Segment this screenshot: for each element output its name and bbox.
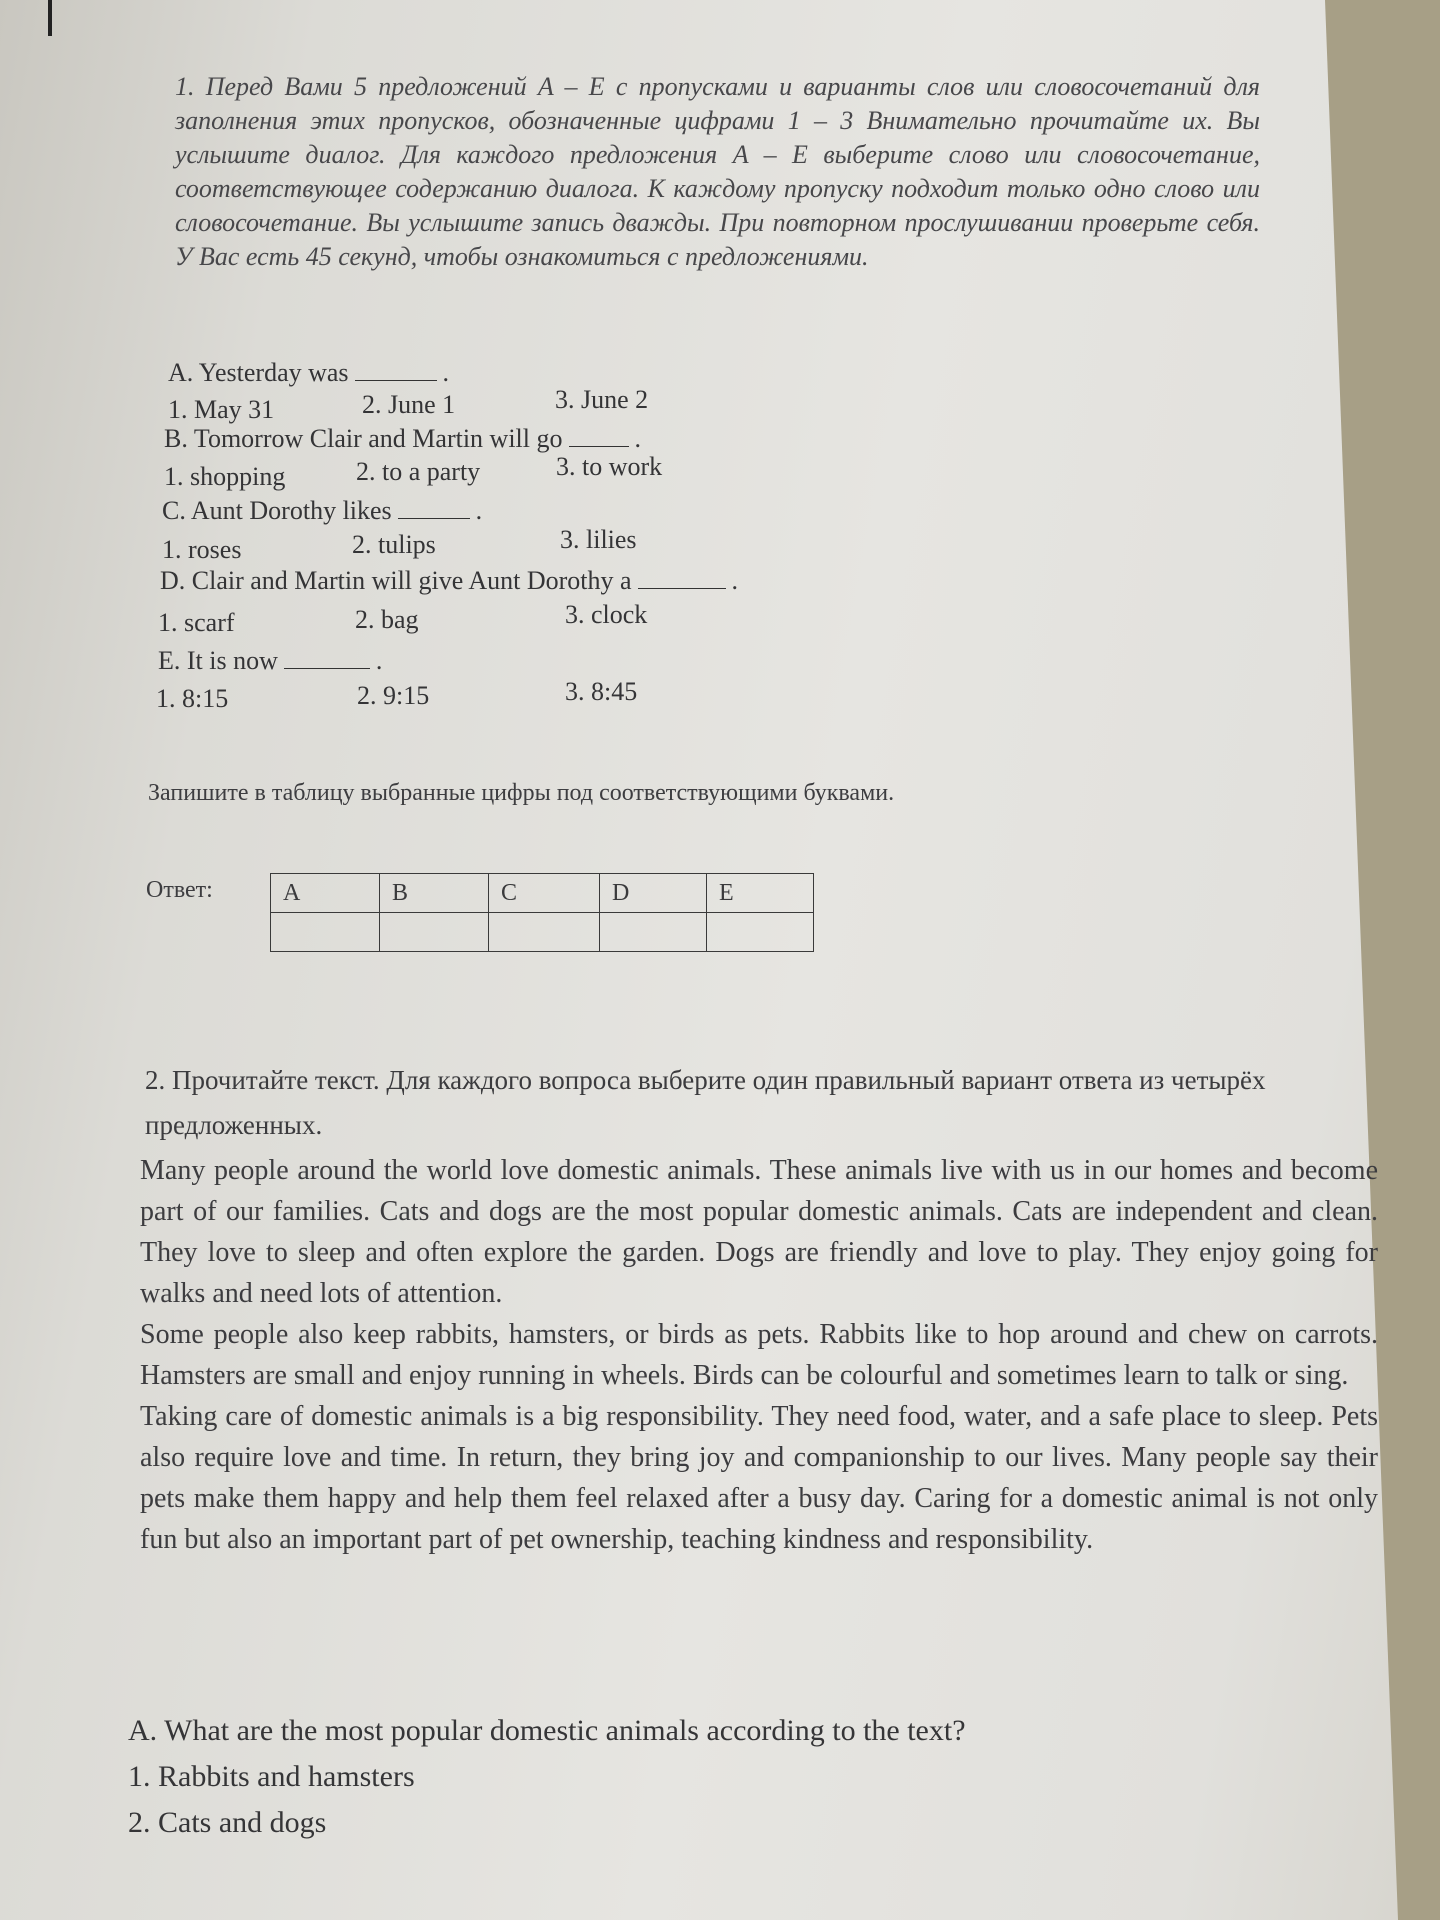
answer-header-row <box>271 874 814 913</box>
item-c-option-2: 2. tulips <box>352 530 436 559</box>
item-e-end: . <box>375 646 383 675</box>
item-c-blank <box>398 518 470 519</box>
item-d-option-1: 1. scarf <box>158 608 235 637</box>
reading-paragraph: Taking care of domestic animals is a big responsibility. They need food, water, and a safe place to sleep. Pets also require love and time. In return, they bring joy and companionship to our lives. Many people say their pets make them happy and help them feel relaxed after a busy day. Caring for a domestic animal is not only fun but also an important part of pet ownership, teaching kindness and responsibility. <box>140 1401 1378 1555</box>
item-d-end: . <box>731 566 739 595</box>
answer-input-row <box>271 913 814 952</box>
reading-paragraph: Many people around the world love domestic animals. These animals live with us in our homes and become part of our families. Cats and dogs are the most popular domestic animals. Cats are independent and clean. They love to sleep and often explore the garden. Dogs are friendly and love to play. They enjoy going for walks and need lots of attention. <box>140 1155 1378 1309</box>
reading-text <box>140 1150 1378 1560</box>
item-c-end: . <box>475 496 483 525</box>
item-b-option-2: 2. to a party <box>356 457 481 486</box>
item-b-end: . <box>634 424 641 453</box>
answer-label: Ответ: <box>146 877 213 903</box>
item-a-end: . <box>442 358 450 387</box>
answer-col-c: C <box>489 874 600 913</box>
answer-cell-c[interactable] <box>489 913 600 952</box>
answer-cell-d[interactable] <box>600 913 707 952</box>
item-d-sentence <box>160 566 738 596</box>
question-a-option-2: 2. Cats and dogs <box>128 1806 327 1839</box>
question-block <box>128 1708 966 1846</box>
table-instruction: Запишите в таблицу выбранные цифры под соответствующими буквами. <box>148 780 895 806</box>
item-a-sentence <box>168 358 449 388</box>
item-a-blank <box>355 380 437 381</box>
question-a-option-1: 1. Rabbits and hamsters <box>128 1760 415 1793</box>
item-a-option-1: 1. May 31 <box>168 395 275 424</box>
task1-instruction: 1. Перед Вами 5 предложений A – E с пропусками и варианты слов или словосочетаний для заполнения этих пропусков, обозначенные цифрами 1 – 3 Внимательно прочитайте их. Вы услышите диалог. Для каждого предложения A – E выберите слово или словосочетание, соответствующее содержанию диалога. К каждому пропуску подходит только одно слово или словосочетание. Вы услышите запись дважды. При повторном прослушивании проверьте себя. У Вас есть 45 секунд, чтобы ознакомиться с предложениями. <box>175 72 1260 271</box>
answer-col-d: D <box>600 874 707 913</box>
answer-table <box>270 873 814 952</box>
answer-cell-e[interactable] <box>707 913 814 952</box>
item-d-option-2: 2. bag <box>355 605 419 634</box>
item-c-option-3: 3. lilies <box>560 525 637 554</box>
item-e-text: E. It is now <box>158 646 278 675</box>
answer-col-a: A <box>271 874 380 913</box>
item-e-option-1: 1. 8:15 <box>156 684 229 713</box>
item-a-text: A. Yesterday was <box>168 358 349 387</box>
item-c-text: C. Aunt Dorothy likes <box>162 496 392 525</box>
item-e-option-2: 2. 9:15 <box>357 681 430 710</box>
answer-col-b: B <box>380 874 489 913</box>
item-b-option-3: 3. to work <box>556 452 663 481</box>
task2-instruction: 2. Прочитайте текст. Для каждого вопроса выберите один правильный вариант ответа из четырёх предложенных. <box>145 1065 1266 1140</box>
item-b-option-1: 1. shopping <box>164 462 286 491</box>
item-c-sentence <box>162 496 482 526</box>
question-a: A. What are the most popular domestic animals according to the text? <box>128 1714 966 1747</box>
answer-col-e: E <box>707 874 814 913</box>
reading-paragraph: Some people also keep rabbits, hamsters, or birds as pets. Rabbits like to hop around and chew on carrots. Hamsters are small and enjoy running in wheels. Birds can be colourful and sometimes learn to talk or sing. <box>140 1319 1378 1391</box>
item-d-blank <box>638 588 726 589</box>
answer-cell-a[interactable] <box>271 913 380 952</box>
item-b-blank <box>569 446 629 447</box>
item-a-option-3: 3. June 2 <box>555 385 649 414</box>
item-e-option-3: 3. 8:45 <box>565 677 638 706</box>
item-b-sentence <box>164 424 641 454</box>
answer-cell-b[interactable] <box>380 913 489 952</box>
item-b-text: B. Tomorrow Clair and Martin will go <box>164 424 563 453</box>
pen-mark <box>48 0 52 36</box>
item-e-sentence <box>158 646 382 676</box>
item-d-text: D. Clair and Martin will give Aunt Dorothy a <box>160 566 632 595</box>
item-e-blank <box>284 668 370 669</box>
item-d-option-3: 3. clock <box>565 600 648 629</box>
item-a-option-2: 2. June 1 <box>362 390 456 419</box>
item-c-option-1: 1. roses <box>162 535 242 564</box>
